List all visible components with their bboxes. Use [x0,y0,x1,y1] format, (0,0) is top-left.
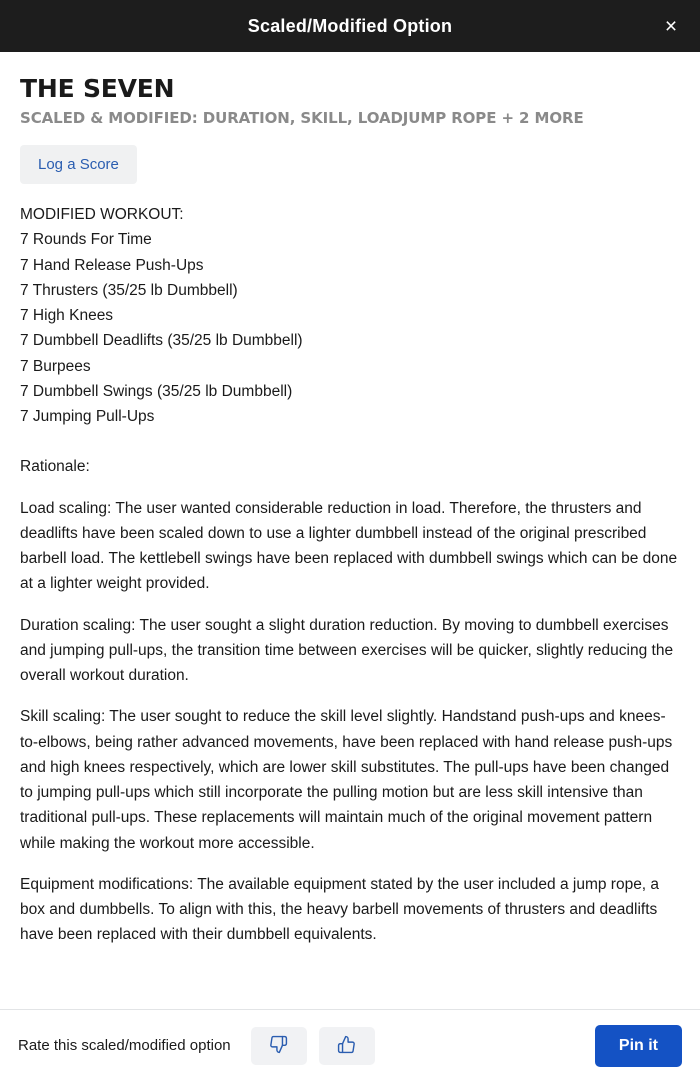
modified-workout-block [20,202,680,429]
thumbs-up-button[interactable] [319,1027,375,1065]
modal-footer [0,1009,700,1081]
modified-workout-heading: MODIFIED WORKOUT: [20,206,184,223]
thumbs-up-icon [337,1035,356,1057]
rationale-paragraph: Duration scaling: The user sought a slight duration reduction. By moving to dumbbell exercises and jumping pull-ups, the transition time between exercises will be quicker, slightly reducing the overall workout duration. [20,616,674,684]
workout-title: THE SEVEN [20,74,175,103]
rationale-heading: Rationale: [20,458,90,476]
modal-title: Scaled/Modified Option [247,15,453,36]
workout-line: 7 Dumbbell Deadlifts (35/25 lb Dumbbell) [20,332,303,350]
workout-line: 7 Jumping Pull-Ups [20,408,155,425]
rationale-paragraph: Skill scaling: The user sought to reduce the skill level slightly. Handstand push-ups and knees-to-elbows, being rather advanced movements, have been replaced with hand release push-ups and high knees respectively, which are lower skill substitutes. The pull-ups have been changed to jumping pull-ups which still incorporate the pulling motion but are less skill intensive than traditional pull-ups. These replacements will maintain much of the original movement pattern while making the workout more accessible. [20,708,673,852]
workout-line: 7 Rounds For Time [20,231,152,249]
rationale-paragraph: Load scaling: The user wanted considerable reduction in load. Therefore, the thrusters and deadlifts have been scaled down to use a lighter dumbbell instead of the original prescribed barbell load. The kettlebell swings have been replaced with dumbbell swings which can be done at a lighter weight provided. [20,499,678,593]
log-a-score-button[interactable]: Log a Score [20,145,137,184]
rate-label: Rate this scaled/modified option [18,1037,231,1054]
rationale-paragraph: Equipment modifications: The available equipment stated by the user included a jump rope, a box and dumbbells. To align with this, the heavy barbell movements of thrusters and deadlifts have been replaced with their dumbbell equivalents. [20,875,660,944]
modal-header [0,0,700,52]
workout-line: 7 High Knees [20,307,114,324]
workout-line: 7 Hand Release Push-Ups [20,256,204,274]
workout-line: 7 Thrusters (35/25 lb Dumbbell) [20,281,238,299]
workout-line: 7 Dumbbell Swings (35/25 lb Dumbbell) [20,382,293,400]
workout-line: 7 Burpees [20,357,91,375]
content-fade [0,983,700,1009]
close-icon[interactable]: × [658,13,684,39]
modal-body [0,52,700,1009]
pin-it-button[interactable]: Pin it [595,1025,682,1067]
workout-subtitle: SCALED & MODIFIED: DURATION, SKILL, LOADJUMP ROPE + 2 MORE [20,109,584,127]
workout-details [20,202,680,948]
thumbs-down-icon [269,1035,288,1057]
thumbs-down-button[interactable] [251,1027,307,1065]
